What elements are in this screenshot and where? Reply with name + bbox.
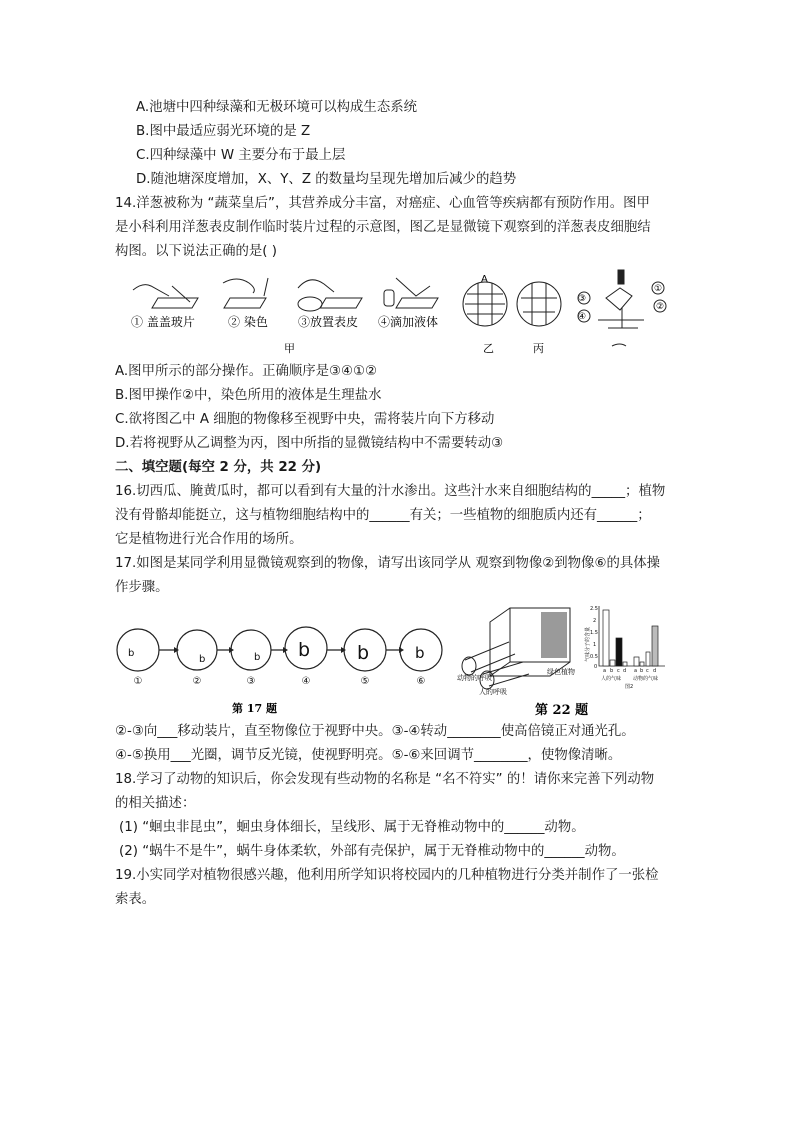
- fig22-group-human: 人的气味: [601, 676, 622, 682]
- step-caption-4: ④滴加液体: [378, 315, 439, 329]
- fig17-letter-1: b: [128, 648, 135, 659]
- q18-line2: 的相关描述：: [115, 796, 196, 811]
- q14-option-d: D.若将视野从乙调整为丙，图中所指的显微镜结构中不需要转动③: [115, 436, 504, 451]
- q13-option-a: A.池塘中四种绿藻和无极环境可以构成生态系统: [136, 100, 417, 115]
- fig22-label-animal-breath: 动物的呼吸: [457, 674, 492, 682]
- microscope-pointer: [618, 270, 624, 284]
- fig22-bar-animal-b: [640, 662, 644, 666]
- fig17-num-2: ②: [192, 676, 202, 687]
- q16-line1: 16.切西瓜、腌黄瓜时，都可以看到有大量的汁水渗出。这些汁水来自细胞结构的_____；植物: [115, 484, 666, 499]
- fig17-num-3: ③: [246, 676, 256, 687]
- hand-sketch-3: [298, 280, 334, 292]
- cell-label-a: A: [481, 274, 488, 285]
- fig17-caption: 第 17 题: [232, 702, 277, 715]
- fig17-letter-6: b: [415, 644, 425, 662]
- q14-figure-svg: [128, 268, 688, 360]
- q13-option-c: C.四种绿藻中 W 主要分布于最上层: [136, 148, 346, 163]
- q18-item-2: (2) “蜗牛不是牛”，蜗牛身体柔软，外部有壳保护，属于无脊椎动物中的______动物。: [119, 844, 625, 859]
- fig22-tick-5: 0: [594, 664, 598, 670]
- fig22-bar-human-c: [616, 638, 622, 666]
- fig22-cat-d1: d: [623, 668, 627, 674]
- fig22-tick-0: 2.5: [590, 606, 598, 612]
- fig22-cat-c1: c: [617, 668, 620, 674]
- fig22-cat-c2: c: [646, 668, 649, 674]
- q14-option-b: B.图甲操作②中，染色所用的液体是生理盐水: [115, 388, 382, 403]
- fig17-letter-5: b: [357, 642, 370, 664]
- slide-sketch-1: [152, 298, 198, 308]
- step-caption-1: ① 盖盖玻片: [131, 315, 195, 329]
- fig17-num-5: ⑤: [360, 676, 370, 687]
- q14-stem-line1: 14.洋葱被称为 “蔬菜皇后”，其营养成分丰富，对癌症、心血管等疾病都有预防作用。图甲: [115, 196, 650, 211]
- scope-num-1: ①: [653, 284, 663, 294]
- fig17-num-4: ④: [301, 676, 311, 687]
- scope-num-4: ④: [577, 312, 587, 322]
- hand-sketch-1: [133, 285, 169, 296]
- bottle-sketch-4: [384, 290, 394, 306]
- q14-option-c: C.欲将图乙中 A 细胞的物像移至视野中央，需将装片向下方移动: [115, 412, 495, 427]
- fig22-ylabel: 气味分子的含量: [585, 626, 591, 662]
- step-caption-2: ② 染色: [228, 315, 268, 329]
- q17-line2: 作步骤。: [115, 580, 169, 595]
- fig22-group-animal: 动物的气味: [633, 676, 659, 682]
- scope-num-3: ③: [577, 294, 587, 304]
- slide-sketch-2: [224, 298, 266, 308]
- fig22-fig-label: 图2: [625, 684, 634, 690]
- label-yi: 乙: [483, 342, 494, 355]
- fig22-cat-b1: b: [610, 668, 614, 674]
- slide-sketch-3: [320, 298, 362, 308]
- step-caption-3: ③放置表皮: [298, 315, 359, 329]
- fig22: [455, 602, 675, 718]
- cells-yi: [465, 283, 505, 325]
- microscope-body: [606, 288, 632, 310]
- tweezers-sketch-3: [298, 297, 322, 311]
- slide-sketch-4: [396, 298, 438, 308]
- fig22-label-human-breath: 人的呼吸: [479, 688, 507, 696]
- fig17-circle-1: [117, 629, 159, 671]
- fig17-svg: [112, 620, 452, 716]
- q17-answer-line1: ②-③向___移动装片，直至物像位于视野中央。③-④转动________使高倍镜正对通光孔。: [115, 724, 635, 739]
- fig22-bar-animal-a: [634, 657, 639, 666]
- view-circle-bing: [517, 282, 561, 326]
- fig22-bar-animal-c: [646, 652, 650, 666]
- q17-answer-line2: ④-⑤换用___光圈，调节反光镜，使视野明亮。⑤-⑥来回调节________，使物像清晰。: [115, 748, 622, 763]
- fig22-bar-human-a: [603, 610, 609, 666]
- q14-figure: [128, 268, 688, 360]
- fig22-cat-a2: a: [634, 668, 638, 674]
- fig17-num-6: ⑥: [416, 676, 426, 687]
- q13-option-d: D.随池塘深度增加，X、Y、Z 的数量均呈现先增加后减少的趋势: [136, 172, 517, 187]
- section-title-fill-in: 二、填空题(每空 2 分，共 22 分): [115, 460, 322, 475]
- q18-item-1: (1) “蛔虫非昆虫”，蛔虫身体细长，呈线形、属于无脊椎动物中的______动物。: [119, 820, 585, 835]
- q19-line2: 索表。: [115, 892, 156, 907]
- fig22-svg: [455, 602, 675, 718]
- microscope-stage: [598, 308, 644, 328]
- cells-bing: [521, 283, 557, 325]
- fig22-caption: 第 22 题: [535, 703, 589, 718]
- fig22-bar-animal-d: [652, 626, 658, 666]
- q14-stem-line3: 构图。以下说法正确的是( ): [115, 244, 278, 259]
- fig22-tick-3: 1: [593, 642, 597, 648]
- fig22-green-plants: [541, 612, 567, 658]
- fig17-num-1: ①: [133, 676, 143, 687]
- q18-line1: 18.学习了动物的知识后，你会发现有些动物的名称是 “名不符实” 的！请你来完善下列动物: [115, 772, 655, 787]
- fig22-cat-d2: d: [653, 668, 657, 674]
- fig17: [112, 620, 452, 716]
- needle-sketch-1: [172, 286, 190, 302]
- fig22-bar-human-b: [610, 660, 615, 666]
- q16-line3: 它是植物进行光合作用的场所。: [115, 532, 303, 547]
- fig22-cat-a1: a: [603, 668, 607, 674]
- fig22-tick-2: 1.5: [590, 630, 598, 636]
- q17-line1: 17.如图是某同学利用显微镜观察到的物像，请写出该同学从 观察到物像②到物像⑥的具体操: [115, 556, 661, 571]
- dropper-sketch-4: [396, 278, 430, 296]
- scope-num-2: ②: [655, 302, 665, 312]
- label-jia: 甲: [284, 342, 295, 355]
- label-bing: 丙: [533, 342, 544, 355]
- fig22-tube-end-1: [462, 657, 476, 675]
- fig17-circle-2: [177, 630, 217, 670]
- fig17-circle-3: [231, 630, 271, 670]
- fig17-letter-2: b: [199, 654, 206, 665]
- microscope-base: [612, 344, 626, 346]
- q14-stem-line2: 是小科利用洋葱表皮制作临时装片过程的示意图，图乙是显微镜下观察到的洋葱表皮细胞结: [115, 220, 651, 235]
- q13-option-b: B.图中最适应弱光环境的是 Z: [136, 124, 311, 139]
- fig22-tick-4: 0.5: [590, 654, 598, 660]
- fig22-label-green-plants: 绿色植物: [547, 668, 575, 676]
- q16-line2: 没有骨骼却能挺立，这与植物细胞结构中的______有关；一些植物的细胞质内还有______；: [115, 508, 651, 523]
- fig17-arrowheads: [174, 647, 404, 653]
- q14-option-a: A.图甲所示的部分操作。正确顺序是③④①②: [115, 364, 378, 379]
- fig22-tick-1: 2: [593, 618, 597, 624]
- q19-line1: 19.小实同学对植物很感兴趣，他利用所学知识将校园内的几种植物进行分类并制作了一张检: [115, 868, 659, 883]
- fig22-bar-human-d: [623, 662, 627, 666]
- fig17-letter-4: b: [298, 639, 311, 661]
- dropper-sketch-2: [264, 278, 268, 296]
- fig17-letter-3: b: [254, 652, 261, 663]
- hand-sketch-2: [223, 279, 254, 293]
- fig22-cat-b2: b: [640, 668, 644, 674]
